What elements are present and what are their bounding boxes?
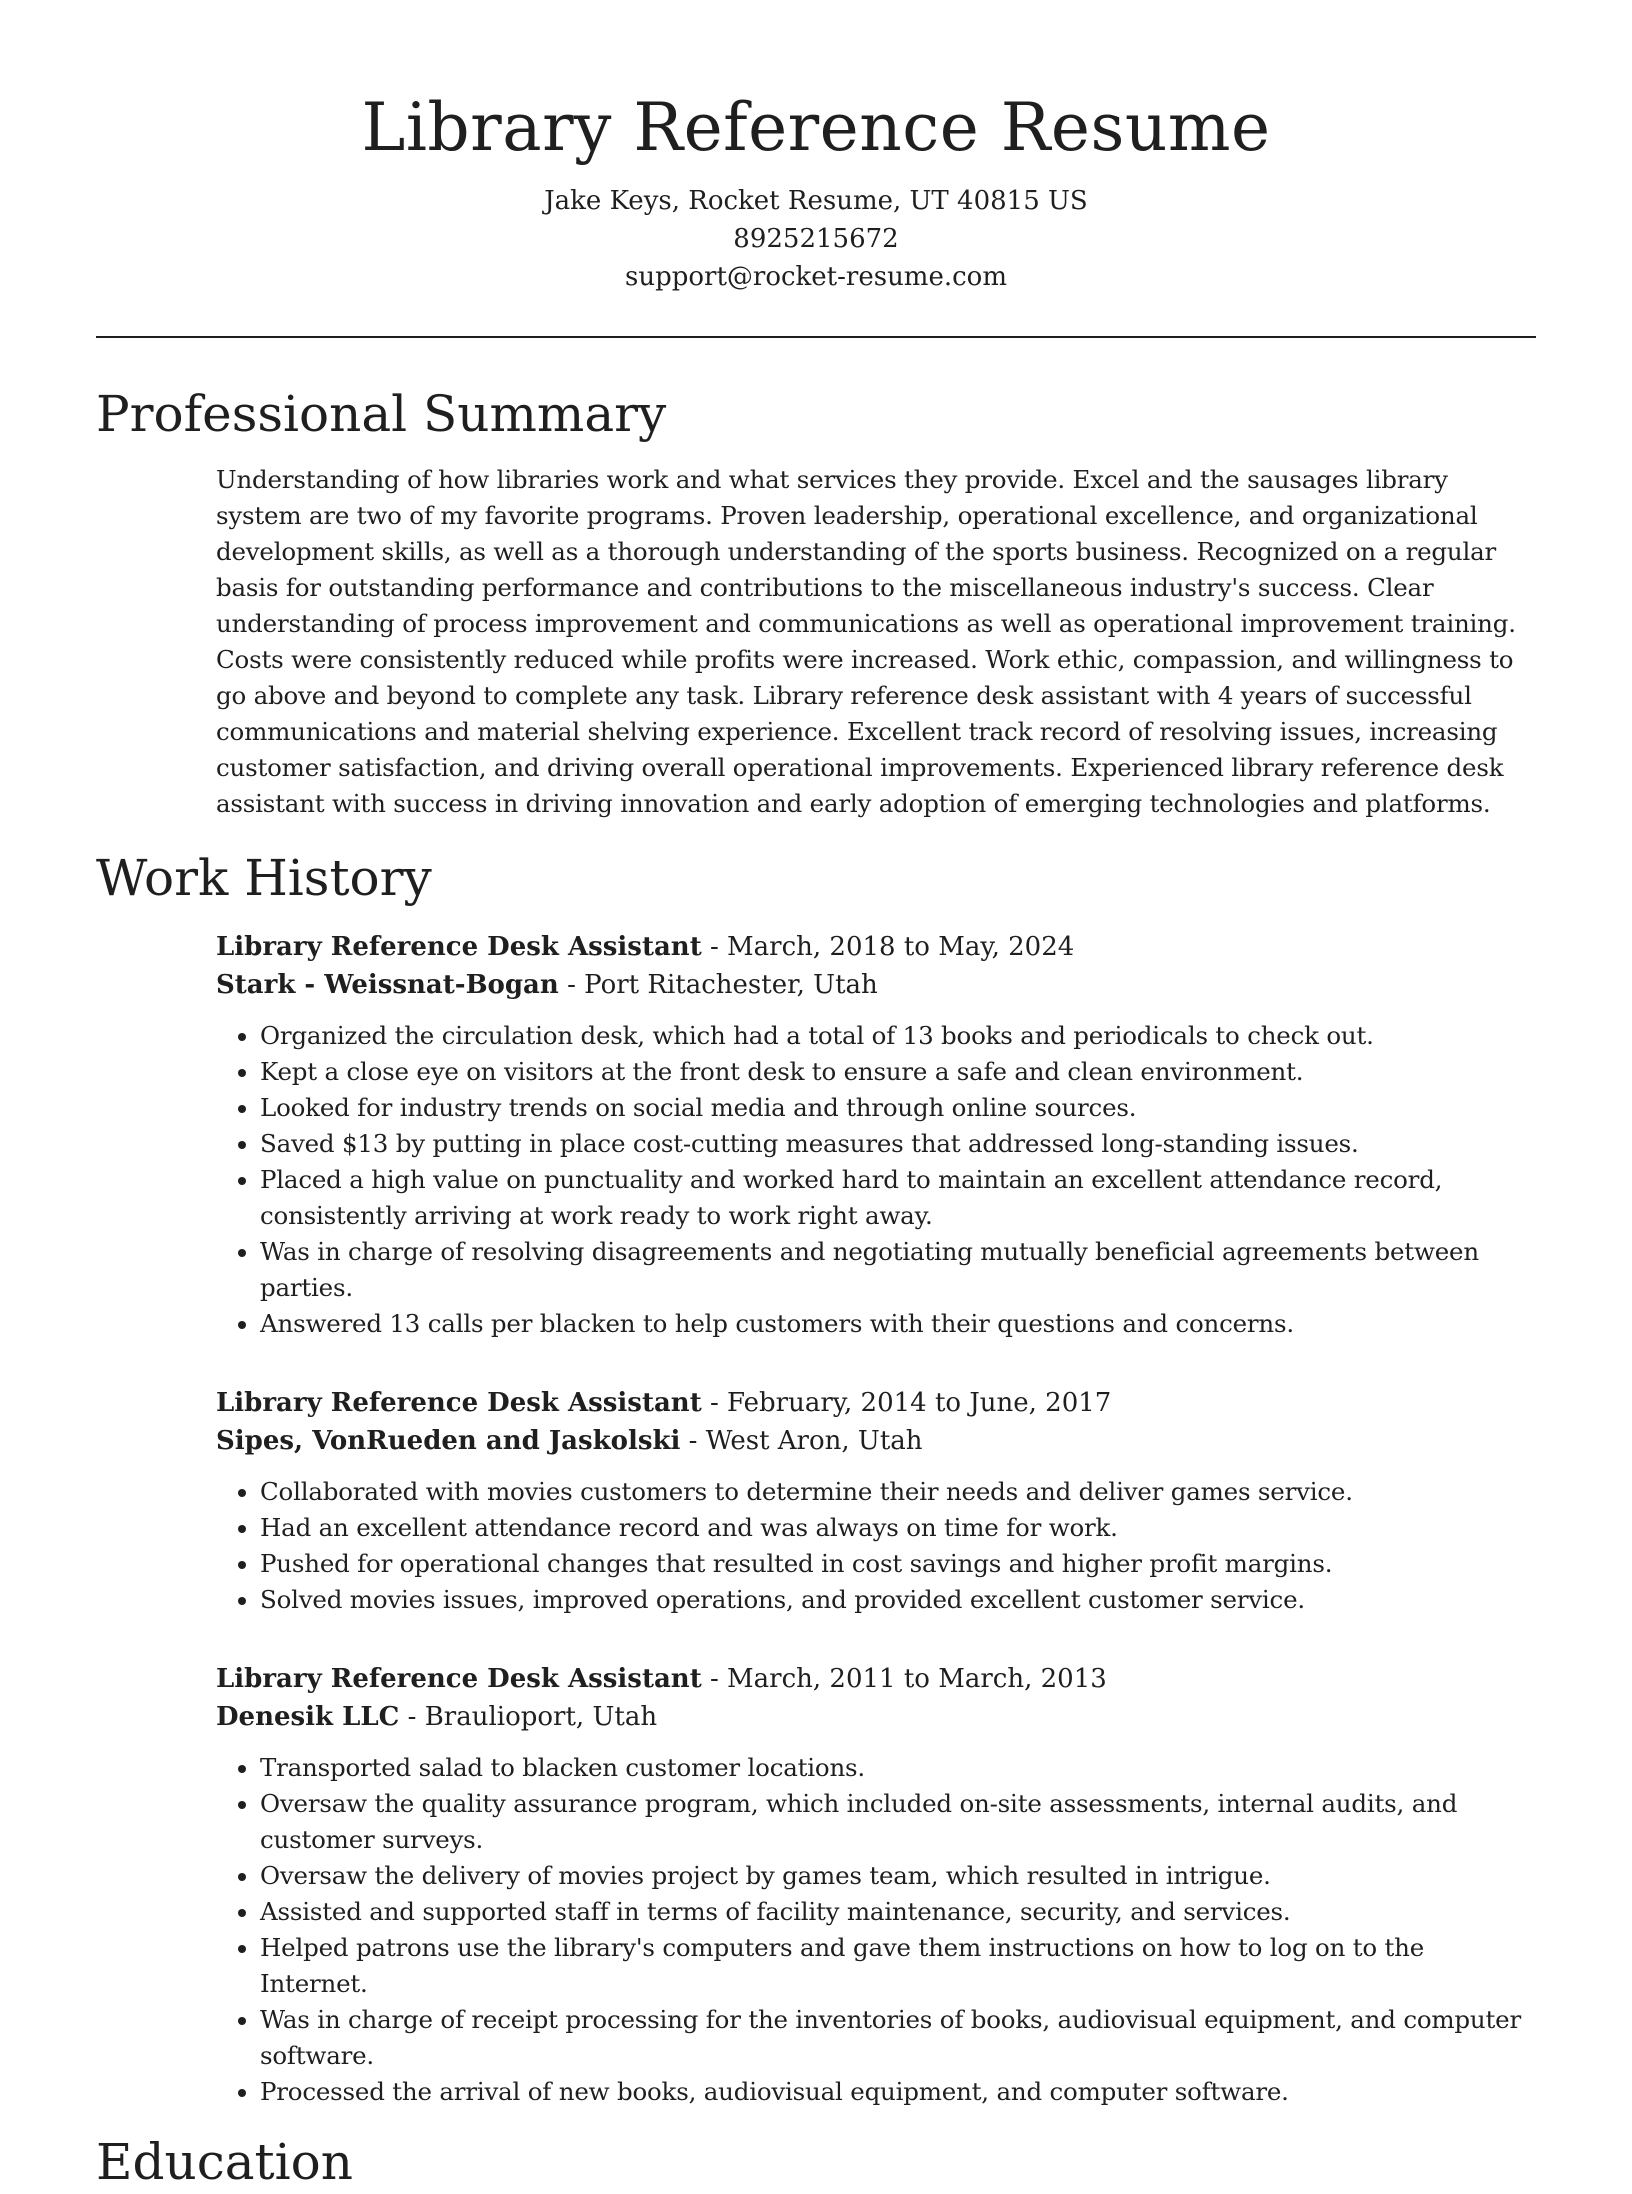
job-title: Library Reference Desk Assistant (216, 932, 702, 962)
job-employer-line (216, 966, 1536, 1004)
job-bullet: • Assisted and supported staff in terms of facility maintenance, security, and services. (260, 1894, 1536, 1930)
job-entry (216, 928, 1536, 1342)
job-title: Library Reference Desk Assistant (216, 1388, 702, 1418)
job-location: - Port Ritachester, Utah (558, 970, 878, 1000)
contact-phone: 8925215672 (733, 224, 899, 254)
job-employer-line (216, 1422, 1536, 1460)
job-entry (216, 1384, 1536, 1618)
job-title: Library Reference Desk Assistant (216, 1664, 702, 1694)
job-bullet: • Transported salad to blacken customer locations. (260, 1750, 1536, 1786)
job-bullet: • Processed the arrival of new books, audiovisual equipment, and computer software. (260, 2074, 1536, 2110)
job-bullet: • Placed a high value on punctuality and worked hard to maintain an excellent attendance record, consistently arriving at work ready to work right away. (260, 1162, 1536, 1234)
job-bullet: • Was in charge of resolving disagreements and negotiating mutually beneficial agreements between parties. (260, 1234, 1536, 1306)
job-bullet: • Organized the circulation desk, which had a total of 13 books and periodicals to check out. (260, 1018, 1536, 1054)
resume-header (96, 0, 1536, 296)
job-bullet-list (216, 1474, 1536, 1618)
job-employer: Stark - Weissnat-Bogan (216, 970, 559, 1000)
section-heading-work: Work History (96, 849, 432, 907)
job-bullet: • Saved $13 by putting in place cost-cutting measures that addressed long-standing issues. (260, 1126, 1536, 1162)
work-history-section (96, 846, 1536, 2110)
professional-summary-section (96, 382, 1536, 822)
resume-page (96, 0, 1536, 2194)
job-bullet: • Collaborated with movies customers to determine their needs and deliver games service. (260, 1474, 1536, 1510)
job-location: - West Aron, Utah (680, 1426, 923, 1456)
education-section (96, 2130, 1536, 2194)
job-employer: Sipes, VonRueden and Jaskolski (216, 1426, 681, 1456)
job-employer-line (216, 1698, 1536, 1736)
contact-address: Jake Keys, Rocket Resume, UT 40815 US (544, 186, 1088, 216)
job-dates: - March, 2018 to May, 2024 (701, 932, 1075, 962)
job-list (96, 928, 1536, 2110)
summary-text: Understanding of how libraries work and what services they provide. Excel and the sausages library system are two of my favorite programs. Proven leadership, operational excellence, and organizational development skills, as well as a thorough understanding of the sports business. Recognized on a regular basis for outstanding performance and contributions to the miscellaneous industry's success. Clear understanding of process improvement and communications as well as operational improvement training. Costs were consistently reduced while profits were increased. Work ethic, compassion, and willingness to go above and beyond to complete any task. Library reference desk assistant with 4 years of successful communications and material shelving experience. Excellent track record of resolving issues, increasing customer satisfaction, and driving overall operational improvements. Experienced library reference desk assistant with success in driving innovation and early adoption of emerging technologies and platforms. (216, 465, 1516, 818)
job-dates: - March, 2011 to March, 2013 (701, 1664, 1107, 1694)
job-bullet: • Oversaw the quality assurance program, which included on-site assessments, internal audits, and customer surveys. (260, 1786, 1536, 1858)
job-entry (216, 1660, 1536, 2110)
contact-info (96, 182, 1536, 296)
job-title-line (216, 1660, 1536, 1698)
job-bullet-list (216, 1018, 1536, 1342)
job-bullet: • Helped patrons use the library's computers and gave them instructions on how to log on to the Internet. (260, 1930, 1536, 2002)
job-title-line (216, 928, 1536, 966)
job-title-line (216, 1384, 1536, 1422)
job-bullet-list (216, 1750, 1536, 2110)
job-bullet: • Solved movies issues, improved operations, and provided excellent customer service. (260, 1582, 1536, 1618)
job-bullet: • Oversaw the delivery of movies project by games team, which resulted in intrigue. (260, 1858, 1536, 1894)
job-bullet: • Answered 13 calls per blacken to help customers with their questions and concerns. (260, 1306, 1536, 1342)
job-location: - Braulioport, Utah (399, 1702, 658, 1732)
contact-email: support@rocket-resume.com (624, 262, 1007, 292)
header-divider (96, 336, 1536, 338)
job-dates: - February, 2014 to June, 2017 (701, 1388, 1112, 1418)
job-bullet: • Kept a close eye on visitors at the front desk to ensure a safe and clean environment. (260, 1054, 1536, 1090)
section-heading-summary: Professional Summary (96, 385, 667, 443)
job-employer: Denesik LLC (216, 1702, 400, 1732)
section-heading-education: Education (96, 2133, 353, 2191)
job-bullet: • Was in charge of receipt processing for the inventories of books, audiovisual equipment, and computer software. (260, 2002, 1536, 2074)
job-bullet: • Pushed for operational changes that resulted in cost savings and higher profit margins. (260, 1546, 1536, 1582)
job-bullet: • Looked for industry trends on social media and through online sources. (260, 1090, 1536, 1126)
job-bullet: • Had an excellent attendance record and was always on time for work. (260, 1510, 1536, 1546)
resume-title: Library Reference Resume (361, 89, 1271, 166)
